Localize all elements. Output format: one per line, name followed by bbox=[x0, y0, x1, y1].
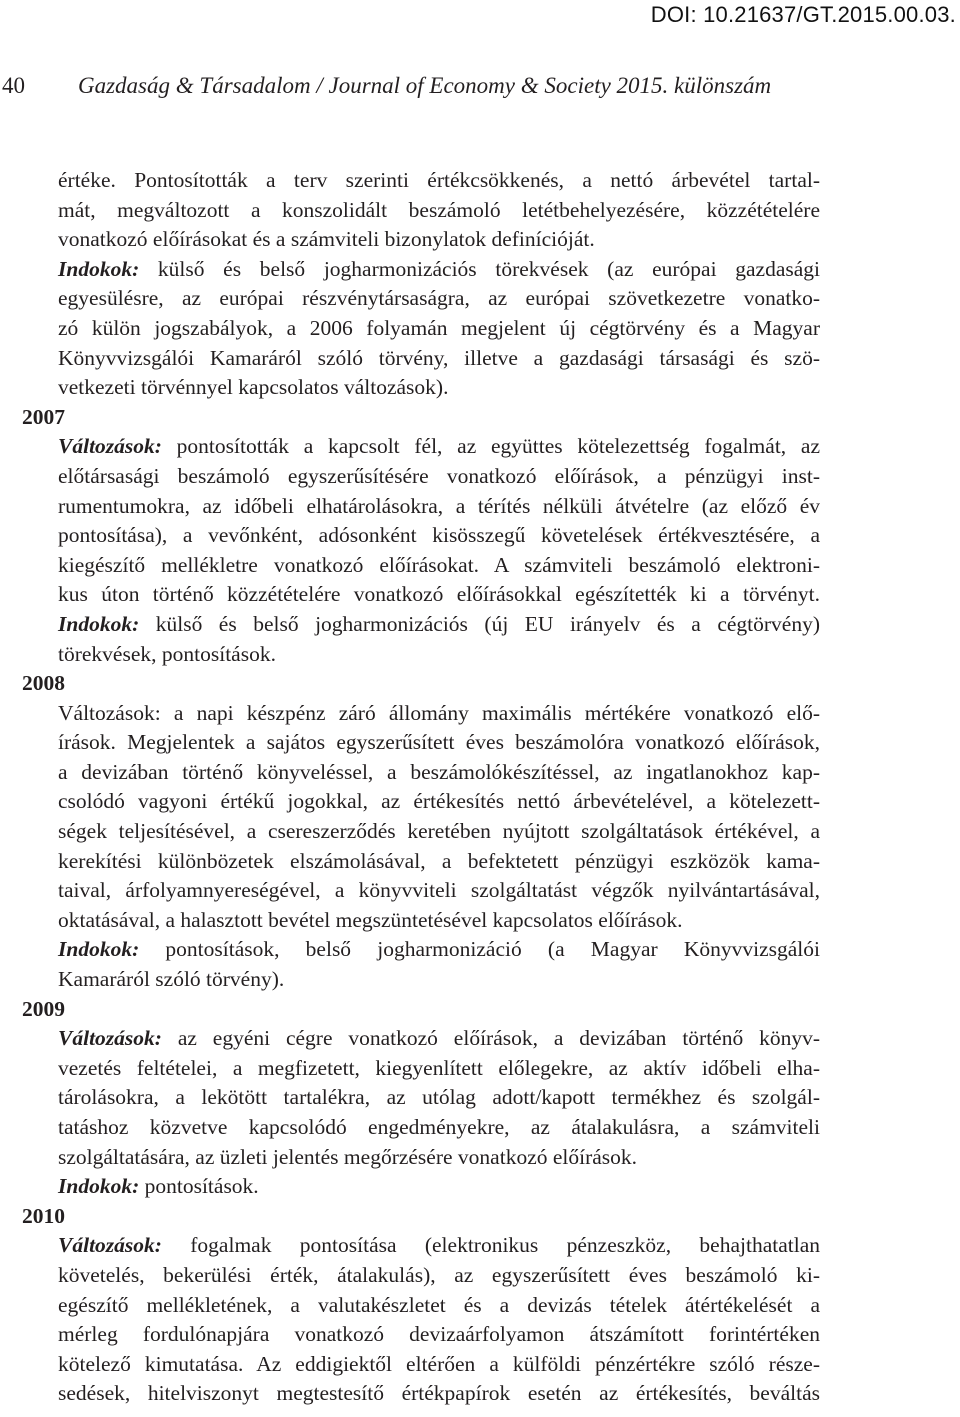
year-heading: 2009 bbox=[22, 996, 65, 1021]
running-head bbox=[2, 73, 771, 99]
text-line: értéke. Pontosították a terv szerinti értékcsökkenés, a nettó árbevétel tartal- bbox=[58, 168, 820, 192]
reasons-label: Indokok: bbox=[58, 1174, 140, 1199]
text-line: pontosítása), a vevőnként, adósonként kisösszegű követelések értékvesztésére, a bbox=[58, 523, 820, 548]
reasons-label: Indokok: bbox=[58, 256, 140, 281]
text-line: kus úton történő közzétételére vonatkozó előírásokkal egészítették ki a törvényt. bbox=[58, 582, 820, 607]
text-line bbox=[0, 610, 820, 640]
year-heading: 2007 bbox=[22, 404, 65, 429]
changes-text: pontosították a kapcsolt fél, az együttes kötelezettség fogalmát, az bbox=[161, 434, 820, 459]
text-line: tatáshoz közvetve kapcsolódó engedményekre, az átalakulásra, a számviteli bbox=[58, 1115, 820, 1139]
text-line: vetkezeti törvénnyel kapcsolatos változások). bbox=[58, 375, 449, 400]
text-line bbox=[0, 935, 820, 965]
reasons-text: pontosítások. bbox=[139, 1174, 259, 1199]
text-line: taival, árfolyamnyereségével, a könyvviteli szolgáltatást végzők nyilvántartásával, bbox=[58, 878, 820, 903]
text-line: a devizában történő könyveléssel, a beszámolókészítéssel, az ingatlanokhoz kap- bbox=[58, 759, 820, 784]
text-line: kötelező kimutatása. Az eddigiektől eltérően a külföldi pénzértékre szóló része- bbox=[58, 1351, 820, 1376]
text-line: vonatkozó előírásokat és a számviteli bizonylatok definícióját. bbox=[58, 227, 595, 252]
reasons-text: pontosítások, belső jogharmonizáció (a Magyar Könyvvizsgálói bbox=[139, 937, 820, 962]
text-line: előtársasági beszámoló egyszerűsítésére vonatkozó előírások, a pénzügyi inst- bbox=[58, 463, 820, 488]
text-line: egyesülésre, az európai részvénytársaságra, az európai szövetkezetre vonatko- bbox=[58, 286, 820, 311]
text-line: oktatásával, a halasztott bevétel megszüntetésével kapcsolatos előírások. bbox=[58, 907, 683, 932]
text-line: zó külön jogszabályok, a 2006 folyamán megjelent új cégtörvény és a Magyar bbox=[58, 315, 820, 340]
text-line: Könyvvizsgálói Kamaráról szóló törvény, illetve a gazdasági társasági és szö- bbox=[58, 345, 820, 370]
text-line: vezetés feltételei, a megfizetett, kiegyenlített előlegekre, az aktív időbeli elha- bbox=[58, 1055, 820, 1080]
text-line: kiegészítő mellékletre vonatkozó előírásokat. A számviteli beszámoló elektroni- bbox=[58, 552, 820, 577]
text-line bbox=[0, 432, 820, 462]
text-line: ségek teljesítésével, a csereszerződés keretében nyújtott szolgáltatások értékével, a bbox=[58, 819, 820, 844]
text-line: egészítő mellékletének, a valutakészletet és a devizás tételek átértékelését a bbox=[58, 1292, 820, 1317]
text-line: követelés, bekerülési érték, átalakulás), az egyszerűsített éves beszámoló ki- bbox=[58, 1262, 820, 1287]
year-heading: 2010 bbox=[22, 1203, 65, 1228]
text-line: törekvések, pontosítások. bbox=[58, 641, 276, 666]
text-line: mát, megváltozott a konszolidált beszámoló letétbehelyezésére, közzétételére bbox=[58, 197, 820, 222]
text-line bbox=[0, 699, 820, 729]
page-number: 40 bbox=[2, 73, 25, 98]
text-line: szolgáltatására, az üzleti jelentés megőrzésére vonatkozó előírások. bbox=[58, 1144, 638, 1169]
doi-header: DOI: 10.21637/GT.2015.00.03. bbox=[650, 2, 956, 27]
text-line bbox=[0, 255, 820, 285]
changes-text: a napi készpénz záró állomány maximális mértékére vonatkozó elő- bbox=[160, 700, 820, 725]
changes-label: Változások: bbox=[58, 434, 162, 459]
text-line: sedések, hitelviszonyt megtestesítő értékpapírok esetén az értékesítés, beváltás bbox=[58, 1381, 820, 1406]
reasons-label: Indokok: bbox=[58, 611, 140, 636]
changes-label: Változások: bbox=[58, 1026, 162, 1051]
text-line: kerekítési különbözetek elszámolásával, a befektetett pénzügyi eszközök kama- bbox=[58, 848, 820, 873]
journal-title: Gazdaság & Társadalom / Journal of Economy & Society 2015. különszám bbox=[78, 73, 772, 98]
text-line: rumentumokra, az időbeli elhatárolásokra, a térítés nélküli átvételre (az előző év bbox=[58, 493, 820, 518]
text-line: mérleg fordulónapjára vonatkozó devizaárfolyamon átszámított forintértéken bbox=[58, 1322, 820, 1347]
changes-label: Változások: bbox=[58, 1233, 162, 1258]
text-line: tárolásokra, a lekötött tartalékra, az utólag adott/kapott termékhez és szolgál- bbox=[58, 1085, 820, 1110]
text-line bbox=[0, 1172, 820, 1202]
changes-label: Változások: bbox=[58, 700, 161, 725]
reasons-text: külső és belső jogharmonizációs törekvések (az európai gazdasági bbox=[139, 256, 820, 281]
text-line bbox=[0, 1024, 820, 1054]
changes-text: az egyéni cégre vonatkozó előírások, a devizában történő könyv- bbox=[161, 1026, 820, 1051]
changes-text: fogalmak pontosítása (elektronikus pénzeszköz, behajthatatlan bbox=[161, 1233, 820, 1258]
reasons-text: külső és belső jogharmonizációs (új EU irányelv és a cégtörvény) bbox=[139, 611, 820, 636]
text-line: Kamaráról szóló törvény). bbox=[58, 967, 285, 992]
article-body bbox=[0, 166, 820, 1409]
text-line: csolódó vagyoni értékű jogokkal, az értékesítés nettó árbevételével, a kötelezett- bbox=[58, 789, 820, 814]
text-line: írások. Megjelentek a sajátos egyszerűsített éves beszámolóra vonatkozó előírások, bbox=[58, 730, 820, 755]
year-heading: 2008 bbox=[22, 671, 65, 696]
text-line bbox=[0, 1231, 820, 1261]
reasons-label: Indokok: bbox=[58, 937, 140, 962]
